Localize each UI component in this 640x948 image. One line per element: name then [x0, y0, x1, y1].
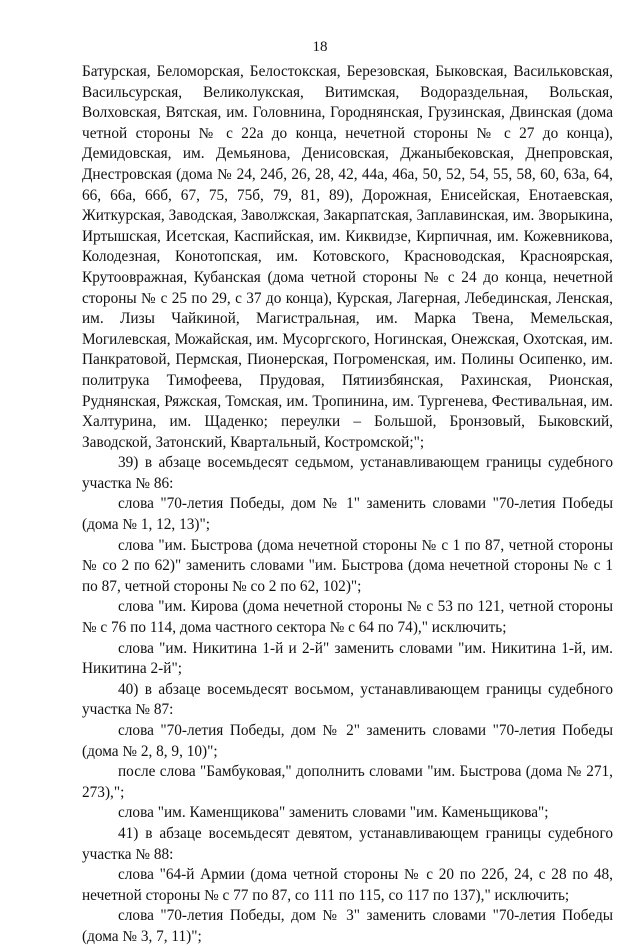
paragraph-replace-70-letiya-dom-3: слова "70-летия Победы, дом № 3" заменить словами "70-летия Победы (дома № 3, 7, 11)";	[82, 907, 613, 945]
paragraph-replace-70-letiya-dom-2: слова "70-летия Победы, дом № 2" заменить словами "70-летия Победы (дома № 2, 8, 9, 10)";	[82, 722, 613, 760]
paragraph-replace-bystrova: слова "им. Быстрова (дома нечетной стороны № с 1 по 87, четной стороны № со 2 по 62)" заменить словами "им. Быстрова (дома нечетной стороны № с 1 по 87, четной стороны № со 2 по 62, 102)";	[82, 536, 613, 595]
paragraph-exclude-kirova: слова "им. Кирова (дома нечетной стороны № с 53 по 121, четной стороны № с 76 по 114, дома частного сектора № с 64 по 74)," исключить;	[82, 598, 613, 637]
page-number: 18	[312, 39, 328, 55]
document-body	[82, 62, 613, 948]
paragraph-exclude-64-armii: слова "64-й Армии (дома четной стороны № с 20 по 22б, 24, с 28 по 48, нечетной стороны № с 77 по 87, со 111 по 115, со 117 по 137)," исключить;	[82, 866, 613, 904]
paragraph-item-39: 39) в абзаце восемьдесят седьмом, устанавливающем границы судебного участка № 86:	[82, 454, 613, 492]
paragraph-replace-kamenshchikova: слова "им. Каменщикова" заменить словами "им. Каменьщикова";	[118, 804, 549, 822]
paragraph-item-41: 41) в абзаце восемьдесят девятом, устанавливающем границы судебного участка № 88:	[82, 824, 613, 863]
paragraph-replace-70-letiya-dom-1: слова "70-летия Победы, дом № 1" заменить словами "70-летия Победы (дома № 1, 12, 13)";	[82, 495, 613, 534]
paragraph-replace-nikitina: слова "им. Никитина 1-й и 2-й" заменить словами "им. Никитина 1-й, им. Никитина 2-й";	[82, 639, 613, 678]
paragraph-street-list: Батурская, Беломорская, Белостокская, Березовская, Быковская, Васильковская, Васильсурская, Великолукская, Витимская, Водораздельная, Вольская, Волховская, Вятская, им. Головнина, Городнянская, Грузинская, Двинская (дома четной стороны № с 22а до конца, нечетной стороны № с 27 до конца), Демидовская, им. Демьянова, Денисовская, Джаныбековская, Днепровская, Днестровская (дома № 24, 24б, 26, 28, 42, 44а, 46а, 50, 52, 54, 55, 58, 60, 63а, 64, 66, 66а, 66б, 67, 75, 75б, 79, 81, 89), Дорожная, Енисейская, Енотаевская, Житкурская, Заводская, Заволжская, Закарпатская, Заплавинская, им. Зворыкина, Иртышская, Исетская, Каспийская, им. Киквидзе, Кирпичная, им. Кожевникова, Колодезная, Конотопская, им. Котовского, Красноводская, Красноярская, Крутоовражная, Кубанская (дома четной стороны № с 24 до конца, нечетной стороны № с 25 по 29, с 37 до конца), Курская, Лагерная, Лебединская, Ленская, им. Лизы Чайкиной, Магистральная, им. Марка Твена, Мемельская, Могилевская, Можайская, им. Мусоргского, Ногинская, Онежская, Охотская, им. Панкратовой, Пермская, Пионерская, Погроменская, им. Полины Осипенко, им. политрука Тимофеева, Прудовая, Пятиизбянская, Рахинская, Рионская, Руднянская, Ряжская, Томская, им. Тропинина, им. Тургенева, Фестивальная, им. Халтурина, им. Щаденко; переулки – Большой, Бронзовый, Быковский, Заводской, Затонский, Квартальный, Костромской;";	[82, 63, 613, 451]
paragraph-add-bystrova: после слова "Бамбуковая," дополнить словами "им. Быстрова (дома № 271, 273),";	[82, 763, 613, 801]
paragraph-item-40: 40) в абзаце восемьдесят восьмом, устанавливающем границы судебного участка № 87:	[82, 680, 613, 719]
